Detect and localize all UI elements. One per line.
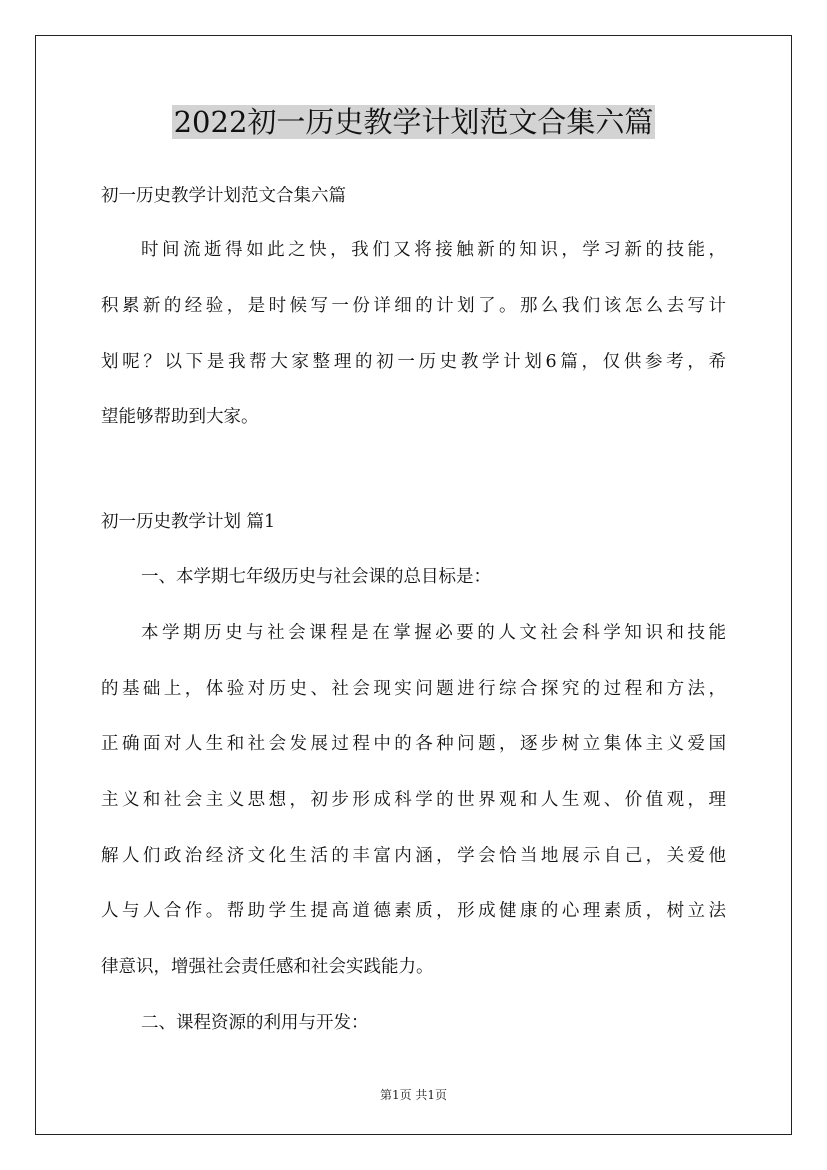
- body-line-4: 主义和社会主义思想，初步形成科学的世界观和人生观、价值观，理: [101, 790, 726, 810]
- intro-line-3: 划呢？以下是我帮大家整理的初一历史教学计划6篇，仅供参考，希: [101, 352, 726, 372]
- item1-heading: 一、本学期七年级历史与社会课的总目标是：: [141, 567, 491, 587]
- section-heading: 初一历史教学计划 篇1: [101, 512, 276, 532]
- intro-line-4: 望能够帮助到大家。: [101, 407, 259, 427]
- body-line-6: 人与人合作。帮助学生提高道德素质，形成健康的心理素质，树立法: [101, 901, 726, 921]
- body-line-3: 正确面对人生和社会发展过程中的各种问题，逐步树立集体主义爱国: [101, 734, 726, 754]
- body-line-2: 的基础上，体验对历史、社会现实问题进行综合探究的过程和方法，: [101, 679, 726, 699]
- page-footer: 第1页 共1页: [379, 1088, 448, 1102]
- body-line-1: 本学期历史与社会课程是在掌握必要的人文社会科学知识和技能: [141, 623, 726, 643]
- item2-heading: 二、课程资源的利用与开发：: [141, 1013, 369, 1033]
- body-line-5: 解人们政治经济文化生活的丰富内涵，学会恰当地展示自己，关爱他: [101, 846, 726, 866]
- document-title: 2022初一历史教学计划范文合集六篇: [173, 105, 654, 139]
- intro-line-1: 时间流逝得如此之快，我们又将接触新的知识，学习新的技能，: [141, 240, 726, 260]
- intro-line-2: 积累新的经验，是时候写一份详细的计划了。那么我们该怎么去写计: [101, 296, 726, 316]
- body-line-7: 律意识，增强社会责任感和社会实践能力。: [101, 957, 434, 977]
- document-subtitle: 初一历史教学计划范文合集六篇: [101, 186, 346, 206]
